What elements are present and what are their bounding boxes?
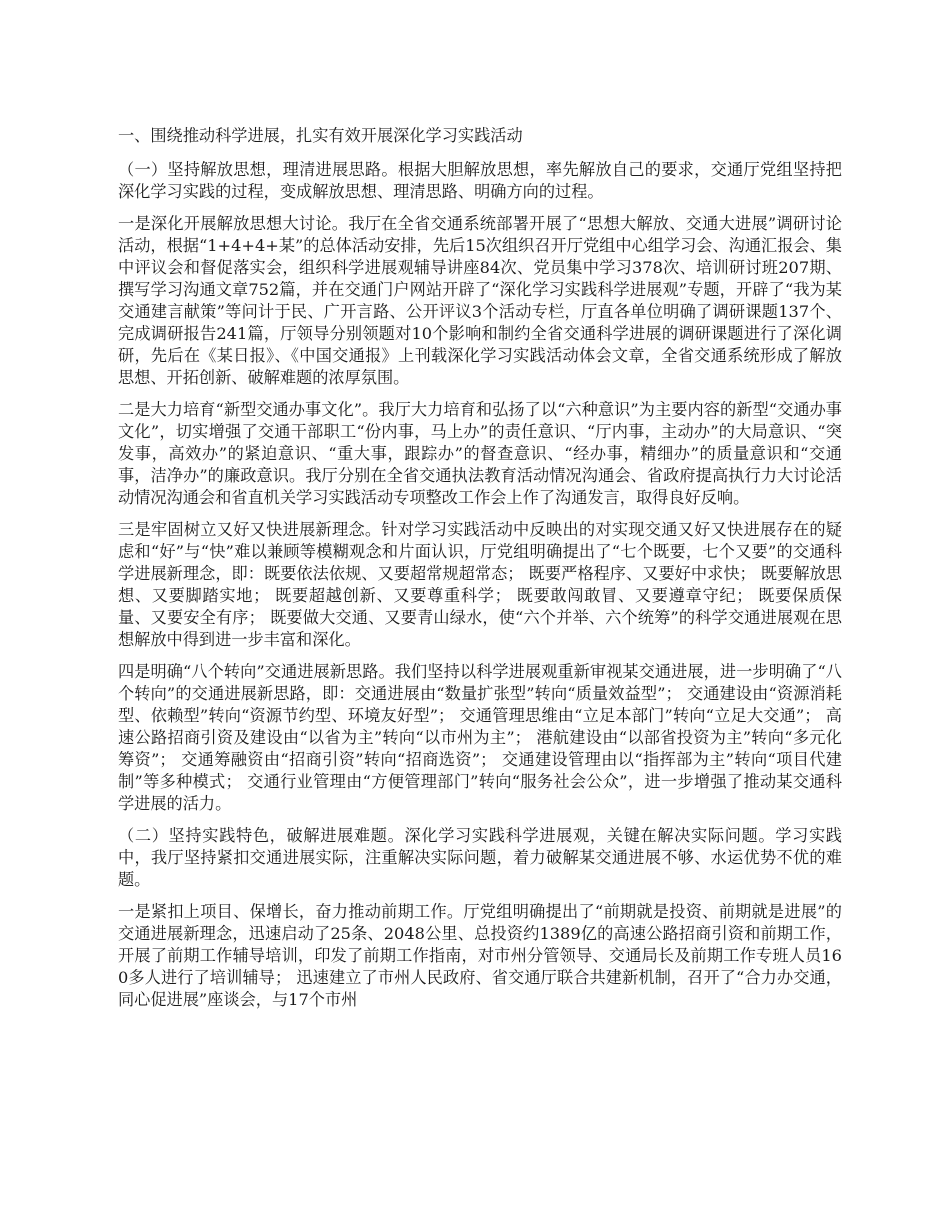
paragraph-4: 三是牢固树立又好又快进展新理念。针对学习实践活动中反映出的对实现交通又好又快进展存在的疑虑和“好”与“快”难以兼顾等模糊观念和片面认识，厅党组明确提出了“七个既要，七个又要”的交通科学进展新理念，即：既要依法依规、又要超常规超常态； 既要严格程序、又要好中求快； 既要解放思想、又要脚踏实地； 既要超越创新、又要尊重科学； 既要敢闯敢冒、又要遵章守纪； 既要保质保量、又要安全有序； 既要做大交通、又要青山绿水，使“六个并举、六个统筹”的科学交通进展观在思想解放中得到进一步丰富和深化。 [118,520,842,649]
paragraph-2: 一是深化开展解放思想大讨论。我厅在全省交通系统部署开展了“思想大解放、交通大进展”调研讨论活动，根据“1+4+4+某”的总体活动安排，先后15次组织召开厅党组中心组学习会、沟通汇报会、集中评议会和督促落实会，组织科学进展观辅导讲座84次、党员集中学习378次、培训研讨班207期、撰写学习沟通文章752篇，并在交通门户网站开辟了“深化学习实践科学进展观”专题，开辟了“我为某交通建言献策”等问计于民、广开言路、公开评议3个活动专栏，厅直各单位明确了调研课题137个、完成调研报告241篇，厅领导分别领题对10个影响和制约全省交通科学进展的调研课题进行了深化调研，先后在《某日报》、《中国交通报》上刊载深化学习实践活动体会文章，全省交通系统形成了解放思想、开拓创新、破解难题的浓厚氛围。 [118,214,842,387]
paragraph-1: （一）坚持解放思想，理清进展思路。根据大胆解放思想，率先解放自己的要求，交通厅党组坚持把深化学习实践的过程，变成解放思想、理清思路、明确方向的过程。 [118,160,842,201]
paragraph-7: 一是紧扣上项目、保增长，奋力推动前期工作。厅党组明确提出了“前期就是投资、前期就是进展”的交通进展新理念，迅速启动了25条、2048公里、总投资约1389亿的高速公路招商引资和前期工作，开展了前期工作辅导培训，印发了前期工作指南，对市州分管领导、交通局长及前期工作专班人员160多人进行了培训辅导； 迅速建立了市州人民政府、省交通厅联合共建新机制，召开了“合力办交通，同心促进展”座谈会，与17个市州 [118,902,842,1009]
section-heading: 一、围绕推动科学进展，扎实有效开展深化学习实践活动 [118,126,523,145]
paragraph-5: 四是明确“八个转向”交通进展新思路。我们坚持以科学进展观重新审视某交通进展，进一步明确了“八个转向”的交通进展新思路，即：交通进展由“数量扩张型”转向“质量效益型”； 交通建设由“资源消耗型、依赖型”转向“资源节约型、环境友好型”； 交通管理思维由“立足本部门”转向“立足大交通”； 高速公路招商引资及建设由“以省为主”转向“以市州为主”； 港航建设由“以部省投资为主”转向“多元化筹资”； 交通筹融资由“招商引资”转向“招商选资”； 交通建设管理由以“指挥部为主”转向“项目代建制”等多种模式； 交通行业管理由“方便管理部门”转向“服务社会公众”，进一步增强了推动某交通科学进展的活力。 [118,662,842,813]
paragraph-6: （二）坚持实践特色，破解进展难题。深化学习实践科学进展观，关键在解决实际问题。学习实践中，我厅坚持紧扣交通进展实际，注重解决实际问题，着力破解某交通进展不够、水运优势不优的难题。 [118,826,842,889]
paragraph-3: 二是大力培育“新型交通办事文化”。我厅大力培育和弘扬了以“六种意识”为主要内容的新型“交通办事文化”，切实增强了交通干部职工“份内事，马上办”的责任意识、“厅内事，主动办”的大局意识、“突发事，高效办”的紧迫意识、“重大事，跟踪办”的督查意识、“经办事，精细办”的质量意识和“交通事，洁净办”的廉政意识。我厅分别在全省交通执法教育活动情况沟通会、省政府提高执行力大讨论活动情况沟通会和省直机关学习实践活动专项整改工作会上作了沟通发言，取得良好反响。 [118,400,842,507]
document-body [118,125,842,1021]
